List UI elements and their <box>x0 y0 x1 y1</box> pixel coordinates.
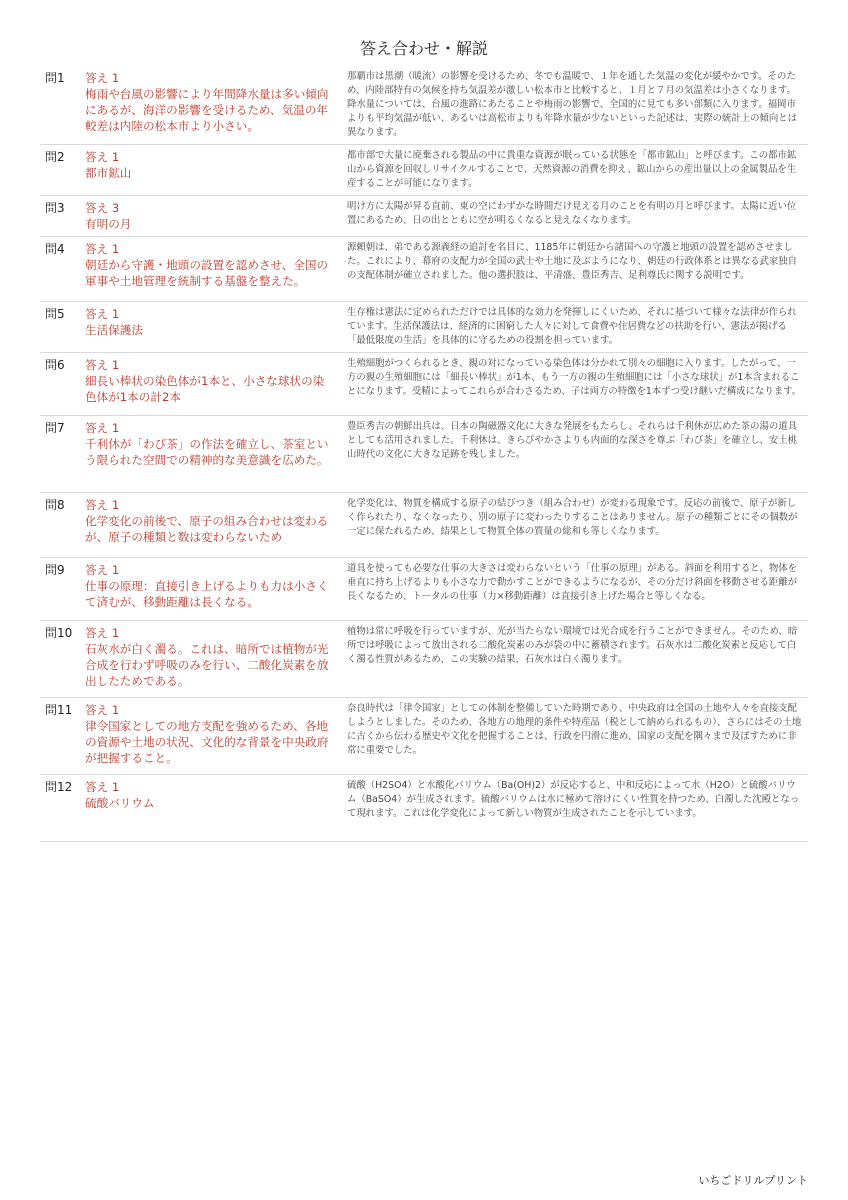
answer-cell <box>85 149 329 181</box>
answer-cell <box>85 497 329 545</box>
answer-text: 千利休が「わび茶」の作法を確立し、茶室という限られた空間での精神的な美意識を広めた。 <box>85 437 329 467</box>
question-number: 問8 <box>45 498 65 512</box>
question-number: 問2 <box>45 150 65 164</box>
answer-text: 細長い棒状の染色体が1本と、小さな球状の染色体が1本の計2本 <box>85 374 325 404</box>
answer-text: 仕事の原理：直接引き上げるよりも力は小さくて済むが、移動距離は長くなる。 <box>85 579 329 609</box>
explanation-text: 那覇市は黒潮（暖流）の影響を受けるため、冬でも温暖で、１年を通した気温の変化が緩やかです。そのため、内陸部特有の気候を持ち気温差が激しい松本市と比較すると、１月と７月の気温差は小さくなります。降水量については、台風の進路にあたることや梅雨の影響で、全国的に見ても多い部類に入ります。福岡市よりも平均気温が低い、あるいは高松市よりも年降水量が少ないといった記述は、実際の統計上の傾向とは異なります。 <box>347 71 798 138</box>
answer-cell <box>85 306 329 338</box>
question-number: 問5 <box>45 307 65 321</box>
answer-text: 朝廷から守護・地頭の設置を認めさせ、全国の軍事や土地管理を統制する基盤を整えた。 <box>85 258 329 288</box>
answer-cell <box>85 702 329 766</box>
answer-row <box>40 621 808 698</box>
answer-text: 石灰水が白く濁る。これは、暗所では植物が光合成を行わず呼吸のみを行い、二酸化炭素を放出したためである。 <box>85 642 329 688</box>
answer-label: 答え 1 <box>85 498 120 512</box>
question-number: 問9 <box>45 563 65 577</box>
answer-cell <box>85 70 329 134</box>
answer-label: 答え 1 <box>85 421 120 435</box>
explanation-text: 硫酸（H2SO4）と水酸化バリウム（Ba(OH)2）が反応すると、中和反応によって水（H2O）と硫酸バリウム（BaSO4）が生成されます。硫酸バリウムは水に極めて溶けにくい性質を持つため、白濁した沈殿となって現れます。これは化学変化によって新しい物質が生成されたことを示しています。 <box>347 780 800 819</box>
answer-label: 答え 1 <box>85 563 120 577</box>
answer-row <box>40 237 808 302</box>
answer-label: 答え 1 <box>85 780 120 794</box>
answer-table <box>40 66 808 842</box>
explanation-text: 源頼朝は、弟である源義経の追討を名目に、1185年に朝廷から諸国への守護と地頭の設置を認めさせました。これにより、幕府の支配力が全国の武士や土地に及ぶようになり、朝廷の行政体系とは異なる武家独自の支配体制が確立されました。他の選択肢は、平清盛、豊臣秀吉、足利尊氏に関する説明です。 <box>347 242 798 281</box>
question-number: 問11 <box>45 703 73 717</box>
answer-cell <box>85 625 329 689</box>
answer-label: 答え 1 <box>85 358 120 372</box>
question-number: 問4 <box>45 242 65 256</box>
explanation-text: 植物は常に呼吸を行っていますが、光が当たらない環境では光合成を行うことができません。そのため、暗所では呼吸によって放出される二酸化炭素のみが袋の中に蓄積されます。石灰水は二酸化炭素と反応して白く濁る性質があるため、この実験の結果、石灰水は白く濁ります。 <box>347 626 798 665</box>
answer-text: 化学変化の前後で、原子の組み合わせは変わるが、原子の種類と数は変わらないため <box>85 514 329 544</box>
answer-label: 答え 3 <box>85 201 120 215</box>
answer-label: 答え 1 <box>85 307 120 321</box>
answer-label: 答え 1 <box>85 71 120 85</box>
answer-label: 答え 1 <box>85 626 120 640</box>
explanation-text: 化学変化は、物質を構成する原子の結びつき（組み合わせ）が変わる現象です。反応の前後で、原子が新しく作られたり、なくなったり、別の原子に変わったりすることはありません。原子の種類ごとにその個数が一定に保たれるため、結果として物質全体の質量の総和も等しくなります。 <box>347 498 798 537</box>
explanation-text: 都市部で大量に廃棄される製品の中に貴重な資源が眠っている状態を「都市鉱山」と呼びます。この都市鉱山から資源を回収しリサイクルすることで、天然資源の消費を抑え、鉱山からの産出量以上の金属製品を生産することが可能になります。 <box>347 150 797 189</box>
footer-brand: いちごドリルプリント <box>698 1174 808 1187</box>
explanation-text: 豊臣秀吉の朝鮮出兵は、日本の陶磁器文化に大きな発展をもたらし、それらは千利休が広めた茶の湯の道具としても活用されました。千利休は、きらびやかさよりも内面的な深さを尊ぶ「わび茶」を確立し、安土桃山時代の文化に大きな足跡を残しました。 <box>347 421 798 460</box>
answer-text: 都市鉱山 <box>85 166 132 180</box>
question-number: 問12 <box>45 780 73 794</box>
answer-row <box>40 302 808 353</box>
answer-label: 答え 1 <box>85 242 120 256</box>
question-number: 問7 <box>45 421 65 435</box>
explanation-text: 明け方に太陽が昇る直前、東の空にわずかな時間だけ見える月のことを有明の月と呼びます。太陽に近い位置にあるため、日の出とともに空が明るくなると見えなくなります。 <box>347 201 797 226</box>
answer-row <box>40 145 808 196</box>
question-number: 問6 <box>45 358 65 372</box>
answer-row <box>40 196 808 237</box>
answer-row <box>40 353 808 416</box>
explanation-text: 道具を使っても必要な仕事の大きさは変わらないという「仕事の原理」がある。斜面を利用すると、物体を垂直に持ち上げるよりも小さな力で動かすことができるようになるが、その分だけ斜面を移動させる距離が長くなるため、トータルの仕事（力×移動距離）は直接引き上げた場合と等しくなる。 <box>347 563 798 602</box>
explanation-text: 生殖細胞がつくられるとき、親の対になっている染色体は分かれて別々の細胞に入ります。したがって、一方の親の生殖細胞には「細長い棒状」が1本、もう一方の親の生殖細胞には「小さな球状」が1本含まれることになります。受精によってこれらが合わさるため、子は両方の特徴を1本ずつ受け継いだ構成になります。 <box>347 358 802 397</box>
answer-row <box>40 558 808 621</box>
answer-cell <box>85 357 329 405</box>
answer-text: 律令国家としての地方支配を強めるため、各地の資源や土地の状況、文化的な背景を中央政府が把握すること。 <box>85 719 329 765</box>
question-number: 問3 <box>45 201 65 215</box>
answer-text: 梅雨や台風の影響により年間降水量は多い傾向にあるが、海洋の影響を受けるため、気温の年較差は内陸の松本市より小さい。 <box>85 87 329 133</box>
answer-cell <box>85 241 329 289</box>
page-title: 答え合わせ・解説 <box>359 39 488 58</box>
answer-row <box>40 416 808 493</box>
answer-row <box>40 66 808 145</box>
answer-cell <box>85 562 329 610</box>
explanation-text: 生存権は憲法に定められただけでは具体的な効力を発揮しにくいため、それに基づいて様々な法律が作られています。生活保護法は、経済的に困窮した人々に対して食費や住居費などの扶助を行い、憲法が掲げる「最低限度の生活」を具体的に守るための役割を担っています。 <box>347 307 797 346</box>
answer-row <box>40 698 808 775</box>
answer-text: 有明の月 <box>85 217 132 231</box>
answer-row <box>40 493 808 558</box>
answer-cell <box>85 200 329 232</box>
answer-label: 答え 1 <box>85 703 120 717</box>
explanation-text: 奈良時代は「律令国家」としての体制を整備していた時期であり、中央政府は全国の土地や人々を直接支配しようとしました。そのため、各地方の地理的条件や特産品（税として納められるもの）、さらにはその土地に古くから伝わる歴史や文化を把握することは、行政を円滑に進め、国家の支配を隅々まで及ぼすために非常に重要でした。 <box>347 703 802 756</box>
question-number: 問1 <box>45 71 65 85</box>
answer-text: 硫酸バリウム <box>85 796 155 810</box>
answer-label: 答え 1 <box>85 150 120 164</box>
answer-cell <box>85 779 329 811</box>
answer-row <box>40 775 808 842</box>
question-number: 問10 <box>45 626 73 640</box>
answer-text: 生活保護法 <box>85 323 143 337</box>
answer-cell <box>85 420 329 468</box>
